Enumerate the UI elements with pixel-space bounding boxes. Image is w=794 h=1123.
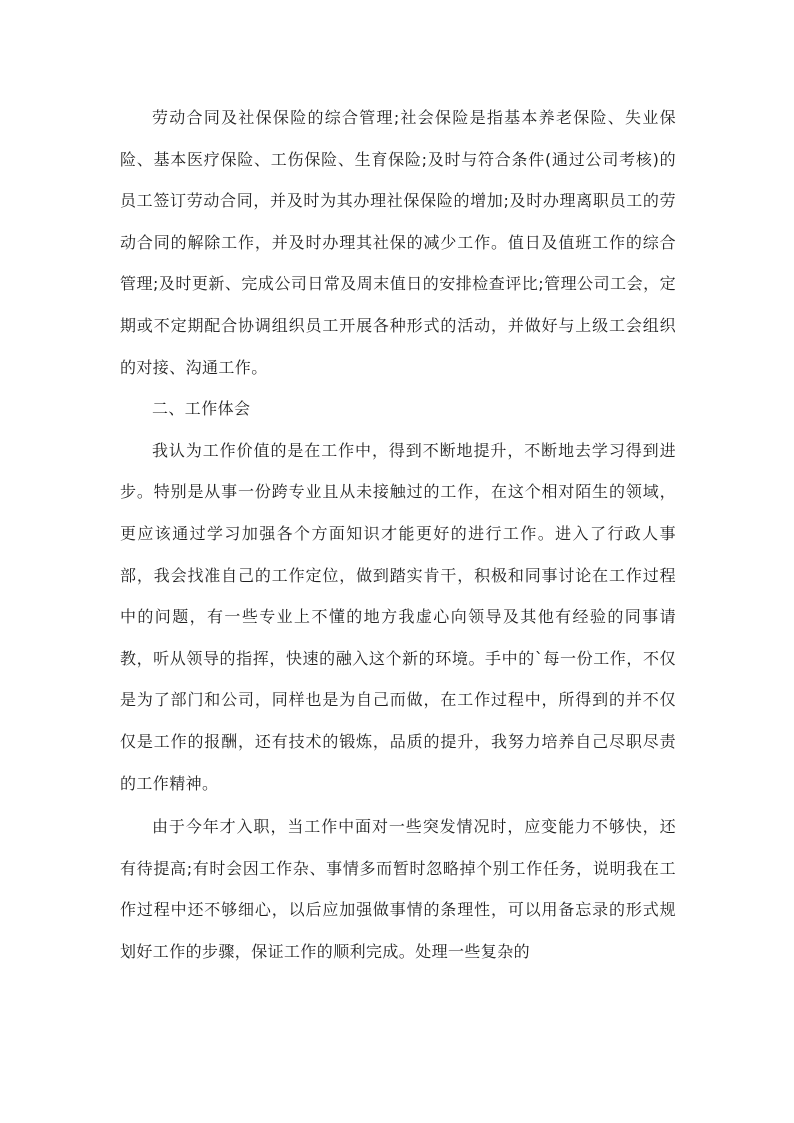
document-page (120, 97, 676, 972)
paragraph-work-value: 我认为工作价值的是在工作中，得到不断地提升，不断地去学习得到进步。特别是从事一份跨专业且从未接触过的工作，在这个相对陌生的领域，更应该通过学习加强各个方面知识才能更好的进行工作。进入了行政人事部，我会找准自己的工作定位，做到踏实肯干，积极和同事讨论在工作过程中的问题，有一些专业上不懂的地方我虚心向领导及其他有经验的同事请教，听从领导的指挥，快速的融入这个新的环境。手中的`每一份工作，不仅是为了部门和公司，同样也是为自己而做，在工作过程中，所得到的并不仅仅是工作的报酬，还有技术的锻炼，品质的提升，我努力培养自己尽职尽责的工作精神。 (120, 440, 676, 793)
paragraph-labor-contract-management: 劳动合同及社保保险的综合管理;社会保险是指基本养老保险、失业保险、基本医疗保险、工伤保险、生育保险;及时与符合条件(通过公司考核)的员工签订劳动合同，并及时为其办理社保保险的增加;及时办理离职员工的劳动合同的解除工作，并及时办理其社保的减少工作。值日及值班工作的综合管理;及时更新、完成公司日常及周末值日的安排检查评比;管理公司工会，定期或不定期配合协调组织员工开展各种形式的活动，并做好与上级工会组织的对接、沟通工作。 (120, 108, 676, 377)
paragraph-improvement: 由于今年才入职，当工作中面对一些突发情况时，应变能力不够快，还有待提高;有时会因工作杂、事情多而暂时忽略掉个别工作任务，说明我在工作过程中还不够细心，以后应加强做事情的条理性，可以用备忘录的形式规划好工作的步骤，保证工作的顺利完成。处理一些复杂的 (120, 817, 676, 961)
section-heading-work-experience: 二、工作体会 (152, 399, 251, 419)
